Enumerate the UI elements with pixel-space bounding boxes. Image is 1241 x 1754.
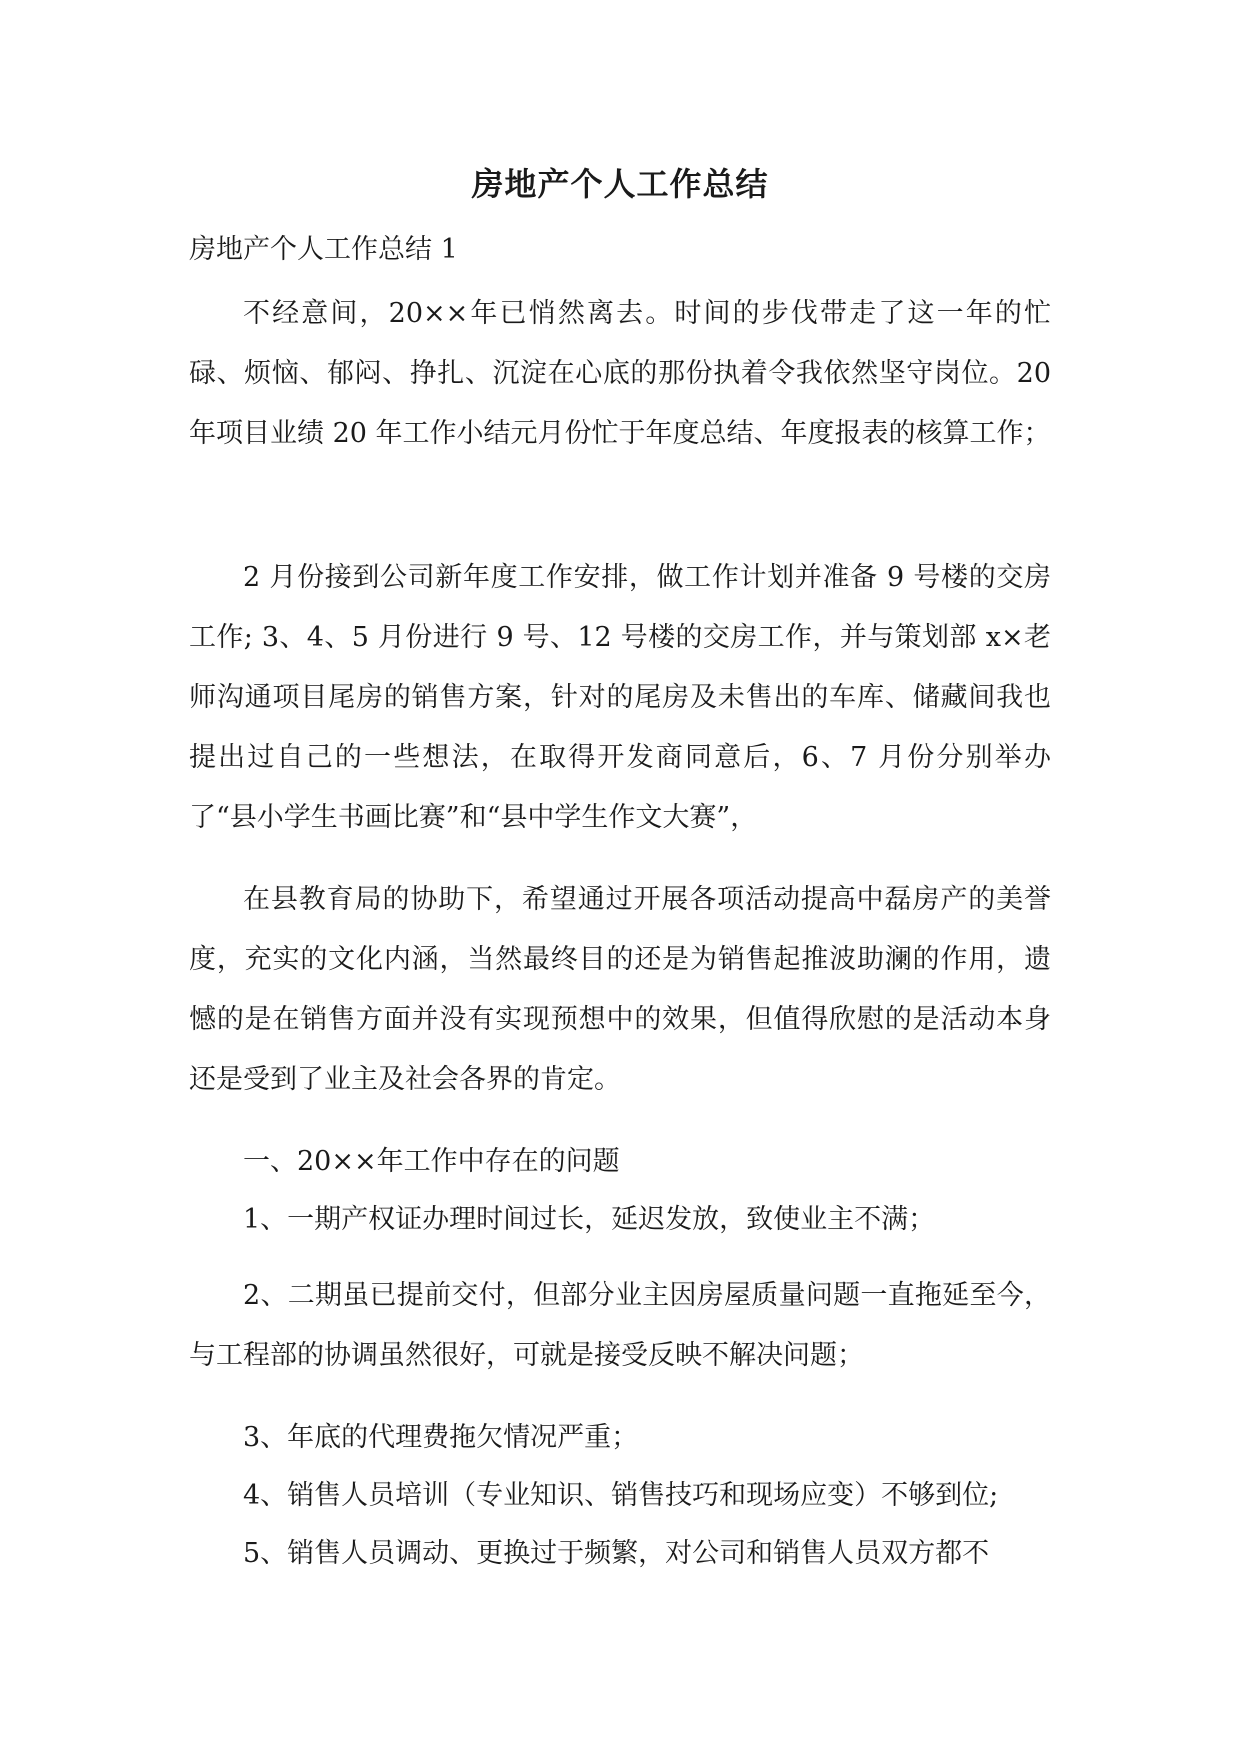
paragraph-intro: 不经意间，20××年已悄然离去。时间的步伐带走了这一年的忙碌、烦恼、郁闷、挣扎、沉淀在心底的那份执着令我依然坚守岗位。20 年项目业绩 20 年工作小结元月份忙于年度总结、年度报表的核算工作； bbox=[189, 298, 1051, 449]
list-item-problem-1: 1、一期产权证办理时间过长，延迟发放，致使业主不满； bbox=[243, 1204, 936, 1235]
document-title: 房地产个人工作总结 bbox=[471, 165, 769, 203]
paragraph-handover: 2 月份接到公司新年度工作安排，做工作计划并准备 9 号楼的交房工作; 3、4、5 月份进行 9 号、12 号楼的交房工作，并与策划部 x×老师沟通项目尾房的销售方案，针对的尾房及未售出的车库、储藏间我也提出过自己的一些想法，在取得开发商同意后，6、7 月份分别举办了“县小学生书画比赛”和“县中学生作文大赛”， bbox=[189, 562, 1051, 833]
list-item-problem-2: 2、二期虽已提前交付，但部分业主因房屋质量问题一直拖延至今，与工程部的协调虽然很好，可就是接受反映不解决问题； bbox=[189, 1280, 1051, 1371]
document-subtitle: 房地产个人工作总结 1 bbox=[189, 234, 458, 265]
list-item-problem-3: 3、年底的代理费拖欠情况严重； bbox=[243, 1422, 639, 1453]
list-item-problem-5: 5、销售人员调动、更换过于频繁，对公司和销售人员双方都不 bbox=[243, 1538, 990, 1569]
paragraph-activities: 在县教育局的协助下，希望通过开展各项活动提高中磊房产的美誉度，充实的文化内涵，当然最终目的还是为销售起推波助澜的作用，遗憾的是在销售方面并没有实现预想中的效果，但值得欣慰的是活动本身还是受到了业主及社会各界的肯定。 bbox=[189, 884, 1051, 1095]
section-heading-problems: 一、20××年工作中存在的问题 bbox=[243, 1146, 620, 1177]
list-item-problem-4: 4、销售人员培训（专业知识、销售技巧和现场应变）不够到位; bbox=[243, 1480, 999, 1511]
